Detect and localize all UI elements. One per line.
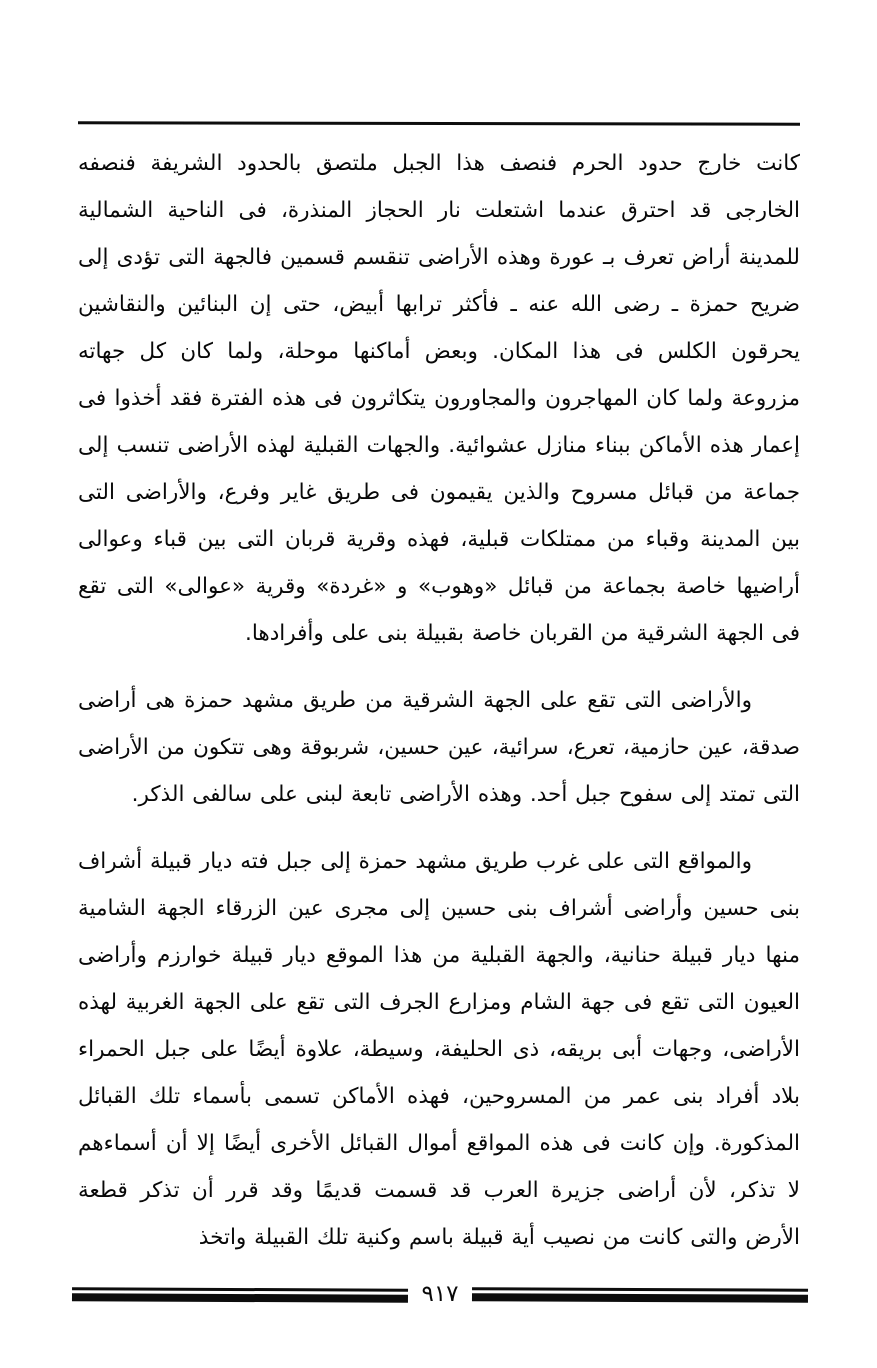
footer-rule-right	[472, 1287, 809, 1302]
paragraph-1: كانت خارج حدود الحرم فنصف هذا الجبل ملتصق بالحدود الشريفة فنصفه الخارجى قد احترق عندما اشتعلت نار الحجاز المنذرة، فى الناحية الشمالية للمدينة أراض تعرف بـ عورة وهذه الأراضى تنقسم قسمين فالجهة التى تؤدى إلى ضريح حمزة ـ رضى الله عنه ـ فأكثر ترابها أبيض، حتى إن البنائين والنقاشين يحرقون الكلس فى هذا المكان. وبعض أماكنها موحلة، ولما كان كل جهاته مزروعة ولما كان المهاجرون والمجاورون يتكاثرون فى هذه الفترة فقد أخذوا فى إعمار هذه الأماكن ببناء منازل عشوائية. والجهات القبلية لهذه الأراضى تنسب إلى جماعة من قبائل مسروح والذين يقيمون فى طريق غاير وفرع، والأراضى التى بين المدينة وقباء من ممتلكات قبلية، فهذه وقرية قربان التى بين قباء وعوالى أراضيها خاصة بجماعة من قبائل «وهوب» و «غردة» وقرية «عوالى» التى تقع فى الجهة الشرقية من القربان خاصة بقبيلة بنى على وأفرادها.	[78, 151, 800, 646]
paragraph-3: والمواقع التى على غرب طريق مشهد حمزة إلى جبل فته ديار قبيلة أشراف بنى حسين وأراضى أشراف بنى حسين إلى مجرى عين الزرقاء الجهة الشامية منها ديار قبيلة حنانية، والجهة القبلية من هذا الموقع ديار قبيلة خوارزم وأراضى العيون التى تقع فى جهة الشام ومزارع الجرف التى تقع على الجهة الغربية لهذه الأراضى، وجهات أبى بريقه، ذى الحليفة، وسيطة، علاوة أيضًا على جبل الحمراء بلاد أفراد بنى عمر من المسروحين، فهذه الأماكن تسمى بأسماء تلك القبائل المذكورة. وإن كانت فى هذه المواقع أموال القبائل الأخرى أيضًا إلا أن أسماءهم لا تذكر، لأن أراضى جزيرة العرب قد قسمت قديمًا وقد قرر أن تذكر قطعة الأرض والتى كانت من نصيب أية قبيلة باسم وكنية تلك القبيلة واتخذ	[78, 849, 800, 1250]
footer-rule-left	[72, 1287, 409, 1302]
page-number: ٩١٧	[421, 1280, 459, 1307]
page-footer	[72, 1278, 808, 1312]
header-rule	[78, 121, 800, 126]
page-body-text	[78, 140, 800, 1261]
paragraph-2: والأراضى التى تقع على الجهة الشرقية من طريق مشهد حمزة هى أراضى صدقة، عين حازمية، تعرع، سرائية، عين حسين، شربوقة وهى تتكون من الأراضى التى تمتد إلى سفوح جبل أحد. وهذه الأراضى تابعة لبنى على سالفى الذكر.	[78, 688, 800, 807]
